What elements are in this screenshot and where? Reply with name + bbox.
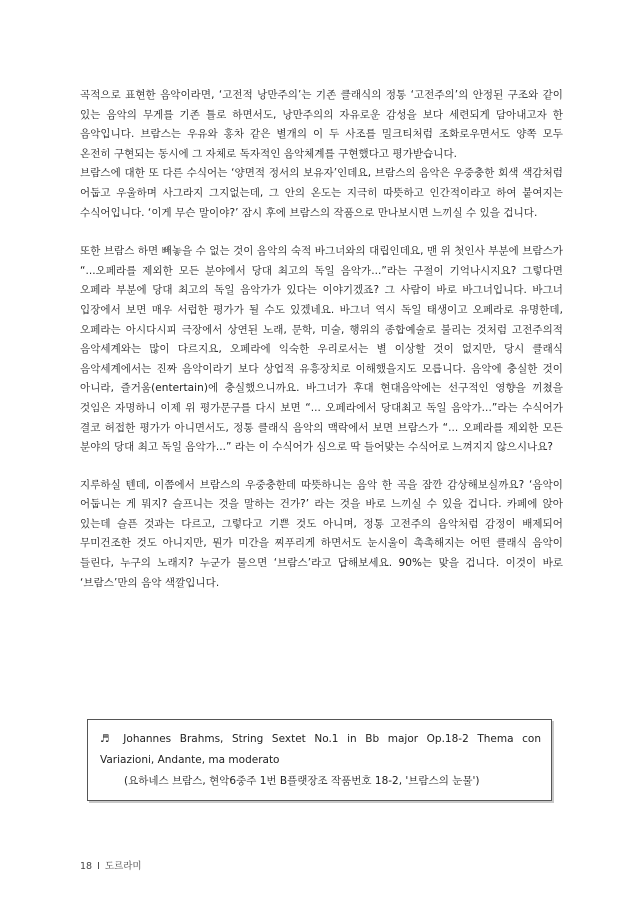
music-title-korean: (요하네스 브람스, 현악6중주 1번 B플랫장조 작품번호 18-2, '브람스의 눈물') xyxy=(124,775,480,787)
paragraph: 곡적으로 표현한 음악이라면, ‘고전적 낭만주의’는 기존 클래식의 정통 ‘고전주의’의 안정된 구조와 같이 있는 음악의 무게를 기존 틀로 하면서도, 낭만주의의 자유로운 감성을 보다 세련되게 담아내고자 한 음악입니다. 브람스는 우유와 홍차 같은 별개의 이 두 사조를 밀크티처럼 조화로우면서도 양쪽 모두 온전히 구현되는 동시에 그 자체로 독자적인 음악체계를 구현했다고 평가받습니다. xyxy=(80,89,563,160)
publication-name: 도르라미 xyxy=(104,861,142,872)
page-footer xyxy=(80,858,142,872)
music-title-continued: Variazioni, Andante, ma moderato xyxy=(100,754,280,766)
article-body xyxy=(80,86,563,593)
music-note-icon: ♬ xyxy=(100,733,115,745)
paragraph: 지루하실 텐데, 이쯤에서 브람스의 우중충한데 따뜻하니는 음악 한 곡을 잠깐 감상해보실까요? ‘음악이 어둡니는 게 뭐지? 슬프니는 것을 말하는 건가?’ 라는 것을 바로 느끼실 수 있을 겁니다. 카페에 앉아 있는데 슬픈 것과는 다르고, 그렇다고 기쁜 것도 아니며, 정통 고전주의 음악처럼 감정이 배제되어 무미건조한 것도 아니지만, 뭔가 미간을 찌푸리게 하면서도 눈시울이 촉촉해지는 어떤 클래식 음악이 들린다, 누구의 노래지? 누군가 물으면 ‘브람스’라고 답해보세요. 90%는 맞을 겁니다. 이것이 바로 ‘브람스’만의 음악 색깔입니다. xyxy=(80,478,563,589)
paragraph: 브람스에 대한 또 다른 수식어는 ‘양면적 정서의 보유자’인데요, 브람스의 음악은 우중충한 회색 색감처럼 어둡고 우울하며 사그라지 그지없는데, 그 안의 온도는 지극히 따뜻하고 인간적이라고 하여 붙여지는 수식어입니다. ‘이게 무슨 말이야?’ 잠시 후에 브람스의 작품으로 만나보시면 느끼실 수 있을 겁니다. xyxy=(80,167,563,219)
paragraph: 또한 브람스 하면 빼놓을 수 없는 것이 음악의 숙적 바그너와의 대립인데요, 맨 위 첫인사 부분에 브람스가 “...오페라를 제외한 모든 분야에서 당대 최고의 독일 음악가...”라는 구절이 기억나시지요? 그렇다면 오페라 부분에 당대 최고의 독일 음악가가 있다는 이야기겠죠? 그 사람이 바로 바그너입니다. 바그너 입장에서 보면 매우 서럽한 평가가 될 수도 있겠네요. 바그너 역시 독일 태생이고 오페라로 유명한데, 오페라는 아시다시피 극장에서 상연된 노래, 문학, 미술, 행위의 종합예술로 불리는 것처럼 고전주의적 음악세계와는 많이 다르지요, 오페라에 익숙한 우리로서는 별 이상할 것이 없지만, 당시 클래식 음악세계에서는 진짜 음악이라기 보다 상업적 유흥장치로 이해했을지도 모릅니다. 음악에 충실한 것이 아니라, 즐거움(entertain)에 충실했으니까요. 바그너가 후대 현대음악에는 선구적인 영향을 끼쳤을 것임은 자명하니 이제 위 평가문구를 다시 보면 “... 오페라에서 당대최고 독일 음악가...”라는 수식어가 결코 허접한 평가가 아니면서도, 정통 클래식 음악의 맥락에서 보면 브람스가 “... 오페라를 제외한 모든 분야의 당대 최고 독일 음악가...” 라는 이 수식어가 심으로 딱 들어맞는 수식어로 느껴지지 않으시나요? xyxy=(80,245,563,454)
footer-separator: I xyxy=(97,861,100,872)
music-recommendation-box xyxy=(87,719,552,801)
page-number: 18 xyxy=(80,861,93,872)
music-title-line xyxy=(100,729,541,750)
music-title-english: Johannes Brahms, String Sextet No.1 in Bb major Op.18-2 Thema con xyxy=(123,733,541,745)
